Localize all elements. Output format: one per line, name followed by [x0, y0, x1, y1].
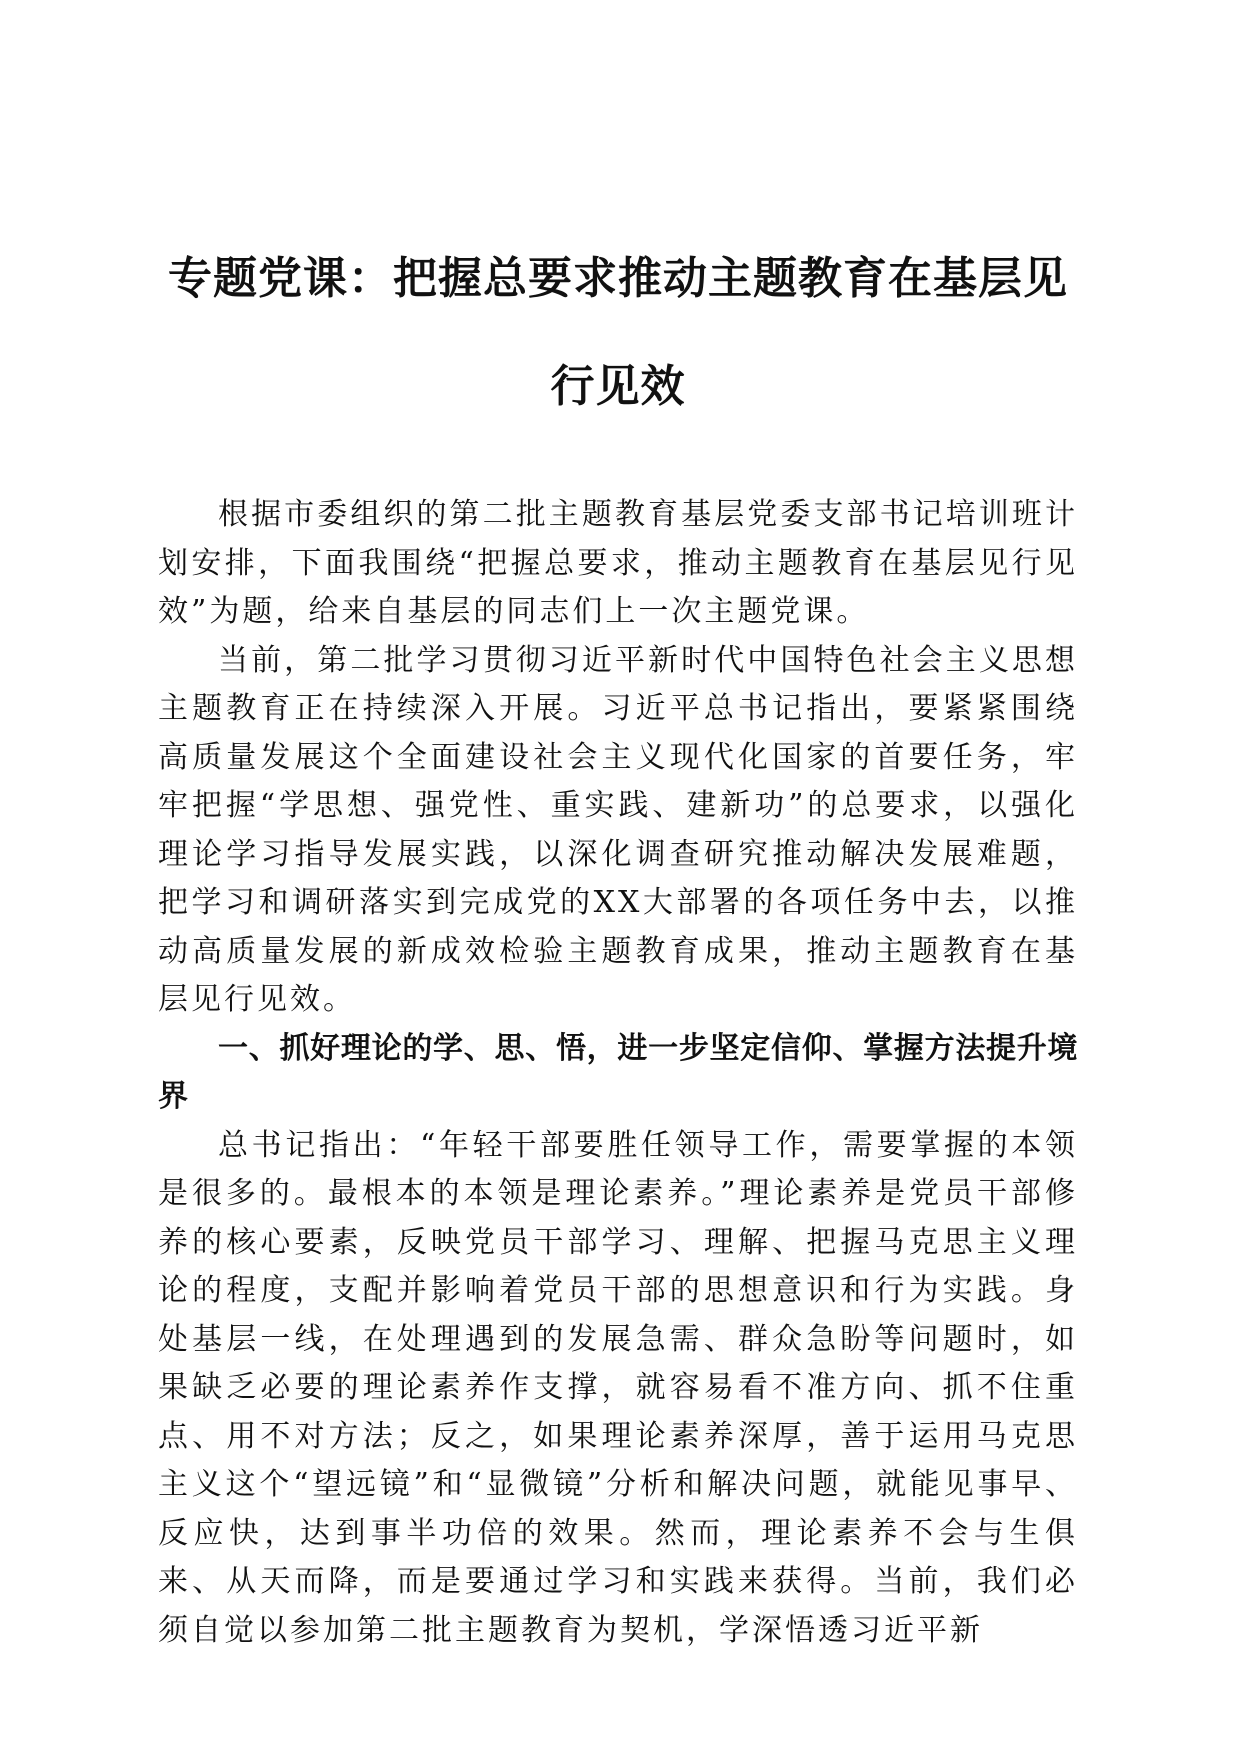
document-title: 专题党课：把握总要求推动主题教育在基层见行见效	[168, 253, 1068, 412]
document-page	[158, 225, 1078, 1655]
paragraph-intro: 根据市委组织的第二批主题教育基层党委支部书记培训班计划安排，下面我围绕“把握总要求，推动主题教育在基层见行见效”为题，给来自基层的同志们上一次主题党课。	[158, 497, 1078, 629]
paragraph-section-1: 总书记指出：“年轻干部要胜任领导工作，需要掌握的本领是很多的。最根本的本领是理论素养。”理论素养是党员干部修养的核心要素，反映党员干部学习、理解、把握马克思主义理论的程度，支配并影响着党员干部的思想意识和行为实践。身处基层一线，在处理遇到的发展急需、群众急盼等问题时，如果缺乏必要的理论素养作支撑，就容易看不准方向、抓不住重点、用不对方法；反之，如果理论素养深厚，善于运用马克思主义这个“望远镜”和“显微镜”分析和解决问题，就能见事早、反应快，达到事半功倍的效果。然而，理论素养不会与生俱来、从天而降，而是要通过学习和实践来获得。当前，我们必须自觉以参加第二批主题教育为契机，学深悟透习近平新	[158, 1127, 1078, 1648]
paragraph-background: 当前，第二批学习贯彻习近平新时代中国特色社会主义思想主题教育正在持续深入开展。习近平总书记指出，要紧紧围绕高质量发展这个全面建设社会主义现代化国家的首要任务，牢牢把握“学思想、强党性、重实践、建新功”的总要求，以强化理论学习指导发展实践，以深化调查研究推动解决发展难题，把学习和调研落实到完成党的XX大部署的各项任务中去，以推动高质量发展的新成效检验主题教育成果，推动主题教育在基层见行见效。	[158, 642, 1078, 1017]
section-heading-1: 一、抓好理论的学、思、悟，进一步坚定信仰、掌握方法提升境界	[158, 1030, 1078, 1114]
document-body	[158, 491, 1078, 1655]
